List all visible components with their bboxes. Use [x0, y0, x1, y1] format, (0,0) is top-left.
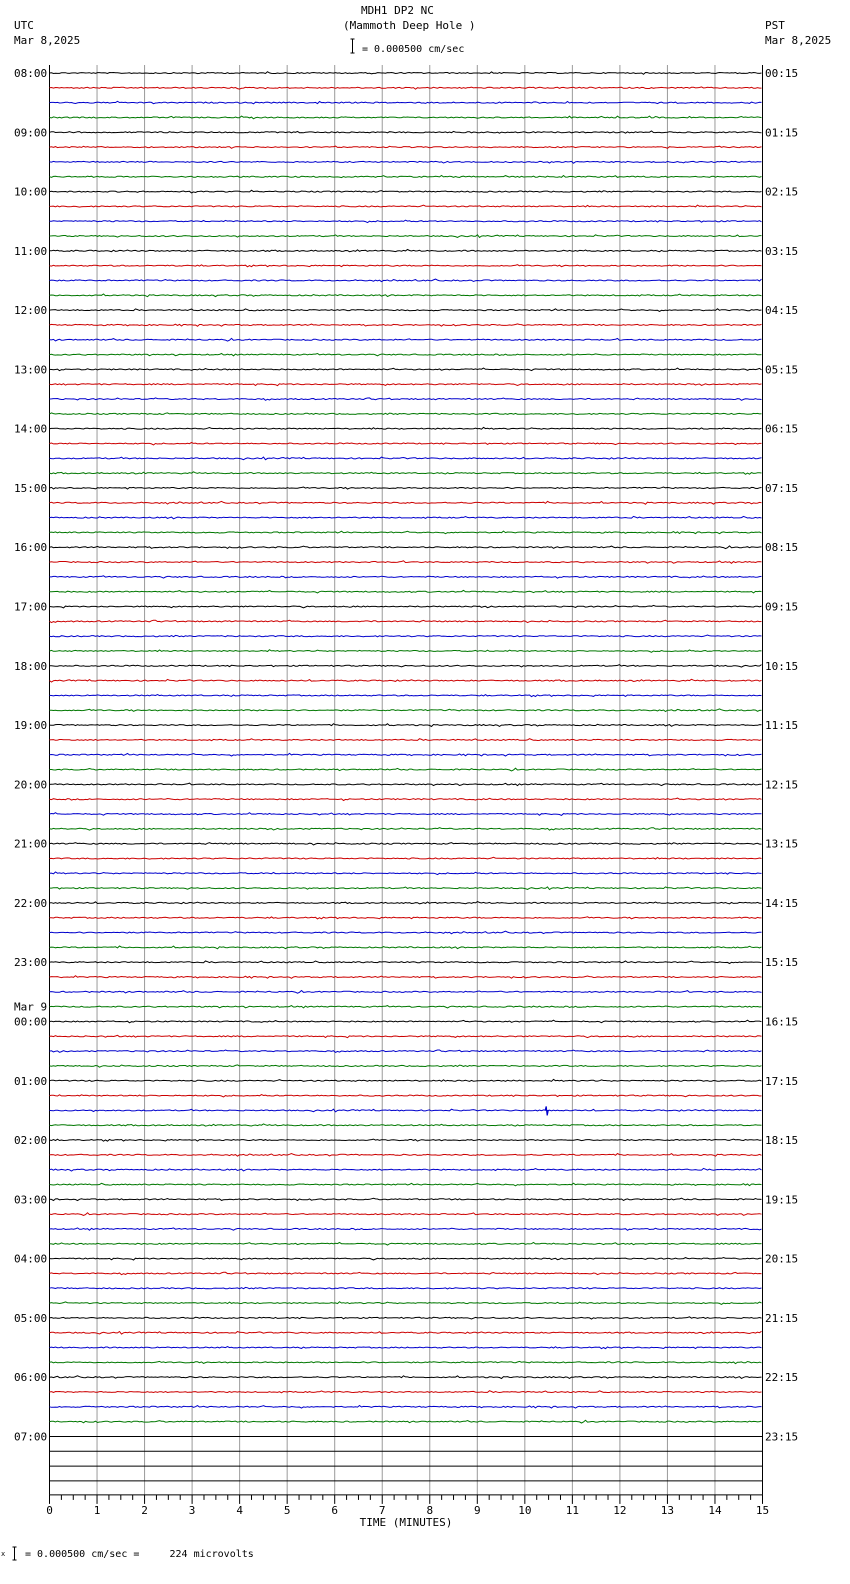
left-hour-label: 10:00 — [14, 185, 48, 199]
left-hour-label: 01:00 — [14, 1074, 48, 1088]
left-hour-label: 20:00 — [14, 778, 48, 792]
seismic-trace — [50, 976, 762, 979]
seismic-trace — [50, 1198, 762, 1200]
seismic-trace — [50, 1243, 762, 1246]
seismic-trace — [50, 338, 762, 341]
right-hour-label: 07:15 — [765, 481, 799, 495]
seismic-trace — [50, 354, 762, 356]
seismic-trace — [50, 679, 762, 682]
seismic-trace — [50, 1006, 762, 1008]
seismic-trace — [50, 917, 762, 919]
x-tick-label: 3 — [188, 1503, 196, 1517]
seismic-trace — [50, 902, 762, 904]
seismic-trace — [50, 176, 762, 178]
seismic-trace — [50, 1035, 762, 1037]
seismic-trace — [50, 798, 762, 800]
seismic-trace — [50, 857, 762, 859]
seismic-trace — [50, 561, 762, 564]
left-hour-label: 07:00 — [14, 1430, 48, 1444]
x-tick-label: 15 — [755, 1503, 770, 1517]
right-hour-label: 13:15 — [765, 837, 799, 851]
seismic-trace — [50, 457, 762, 460]
seismic-trace — [50, 1168, 762, 1171]
right-hour-label: 10:15 — [765, 659, 799, 673]
seismic-trace — [50, 1420, 762, 1423]
x-tick-label: 1 — [93, 1503, 101, 1517]
seismic-trace — [50, 1391, 762, 1393]
right-hour-label: 08:15 — [765, 541, 799, 555]
seismic-trace — [50, 1376, 762, 1379]
seismic-trace — [50, 546, 762, 549]
left-hour-label: 19:00 — [14, 719, 48, 733]
seismic-trace — [50, 472, 762, 475]
left-hour-label: 08:00 — [14, 67, 48, 80]
seismic-trace — [50, 250, 762, 252]
seismic-trace — [50, 783, 762, 786]
seismic-trace — [50, 265, 762, 267]
seismic-trace — [50, 1154, 762, 1157]
seismic-trace — [50, 427, 762, 429]
x-tick-label: 4 — [236, 1503, 243, 1517]
seismic-trace — [50, 1109, 762, 1112]
left-hour-label: 12:00 — [14, 304, 48, 318]
x-tick-label: 13 — [660, 1503, 675, 1517]
seismic-trace — [50, 1272, 762, 1274]
x-tick-label: 0 — [46, 1503, 53, 1517]
seismic-trace — [50, 1406, 762, 1409]
seismic-trace — [50, 487, 762, 489]
right-hour-label: 18:15 — [765, 1134, 799, 1148]
seismic-trace — [50, 872, 762, 875]
left-date-label: Mar 9 — [14, 1000, 48, 1014]
right-hour-label: 21:15 — [765, 1311, 799, 1325]
seismic-trace — [50, 1020, 762, 1023]
left-hour-label: 14:00 — [14, 422, 48, 436]
seismic-trace — [50, 576, 762, 578]
seismic-trace — [50, 116, 762, 119]
x-tick-label: 7 — [378, 1503, 386, 1517]
left-hour-label: 02:00 — [14, 1134, 48, 1148]
left-hour-label: 11:00 — [14, 244, 48, 258]
seismic-trace — [50, 1302, 762, 1305]
right-hour-label: 04:15 — [765, 304, 799, 318]
seismic-trace — [50, 620, 762, 622]
right-hour-label: 12:15 — [765, 778, 799, 792]
scale-legend: = 0.000500 cm/sec — [362, 44, 465, 55]
left-hour-label: 16:00 — [14, 541, 48, 555]
station-title: MDH1 DP2 NC — [361, 4, 434, 17]
right-hour-label: 11:15 — [765, 719, 799, 733]
left-timezone: UTC — [14, 19, 34, 32]
seismic-trace — [50, 87, 762, 89]
seismic-trace — [50, 813, 762, 816]
x-tick-label: 6 — [331, 1503, 339, 1517]
right-hour-label: 16:15 — [765, 1015, 799, 1029]
x-tick-label: 11 — [565, 1503, 579, 1517]
seismic-trace — [50, 709, 762, 712]
left-hour-label: 03:00 — [14, 1193, 48, 1207]
seismic-trace — [50, 190, 762, 193]
seismic-trace — [50, 398, 762, 400]
right-date: Mar 8,2025 — [765, 34, 832, 47]
right-hour-label: 02:15 — [765, 185, 799, 199]
seismic-trace — [50, 946, 762, 949]
x-tick-label: 2 — [141, 1503, 148, 1517]
left-hour-label: 13:00 — [14, 363, 48, 377]
seismic-trace — [50, 605, 762, 608]
left-hour-label: 05:00 — [14, 1311, 48, 1325]
seismic-trace — [50, 205, 762, 207]
seismic-trace — [50, 1050, 762, 1052]
seismic-trace — [50, 72, 762, 75]
seismic-trace — [50, 146, 762, 148]
seismic-trace — [50, 516, 762, 518]
right-hour-label: 23:15 — [765, 1430, 799, 1444]
right-hour-label: 15:15 — [765, 956, 799, 970]
seismic-trace — [50, 235, 762, 238]
right-hour-label: 00:15 — [765, 67, 799, 80]
right-hour-label: 19:15 — [765, 1193, 799, 1207]
seismic-trace — [50, 650, 762, 653]
seismic-trace — [50, 961, 762, 964]
seismic-trace — [50, 1213, 762, 1216]
left-hour-label: 21:00 — [14, 837, 48, 851]
seismic-trace — [50, 531, 762, 534]
seismic-trace — [50, 1331, 762, 1334]
seismic-trace — [50, 724, 762, 727]
seismic-trace — [50, 1287, 762, 1289]
seismic-trace — [50, 1228, 762, 1230]
seismic-trace — [50, 665, 762, 668]
seismic-trace — [50, 739, 762, 741]
seismic-trace — [50, 887, 762, 890]
seismic-trace — [50, 309, 762, 312]
seismic-trace — [50, 368, 762, 371]
right-hour-label: 09:15 — [765, 600, 799, 614]
seismic-trace — [50, 501, 762, 504]
left-hour-label: 22:00 — [14, 896, 48, 910]
right-hour-label: 17:15 — [765, 1074, 799, 1088]
seismic-trace — [50, 695, 762, 697]
left-hour-label: 15:00 — [14, 481, 48, 495]
seismic-trace — [50, 991, 762, 994]
right-timezone: PST — [765, 19, 785, 32]
trace-group — [50, 72, 763, 1481]
x-tick-label: 10 — [518, 1503, 532, 1517]
seismic-trace — [50, 131, 762, 133]
right-hour-label: 03:15 — [765, 244, 799, 258]
seismic-trace — [50, 1139, 762, 1141]
event-spike — [545, 1106, 548, 1115]
seismic-trace — [50, 1258, 762, 1261]
right-hour-label: 01:15 — [765, 126, 799, 140]
seismic-trace — [50, 384, 762, 386]
x-tick-label: 8 — [426, 1503, 434, 1517]
right-hour-label: 20:15 — [765, 1252, 799, 1266]
minute-gridlines — [97, 65, 715, 1495]
seismic-trace — [50, 1317, 762, 1319]
left-hour-label: 23:00 — [14, 956, 48, 970]
left-hour-label: 09:00 — [14, 126, 48, 140]
seismic-trace — [50, 1124, 762, 1126]
seismic-trace — [50, 1361, 762, 1363]
seismic-trace — [50, 161, 762, 163]
seismic-trace — [50, 590, 762, 593]
seismic-trace — [50, 1347, 762, 1349]
seismic-trace — [50, 843, 762, 845]
left-hour-label: 00:00 — [14, 1015, 48, 1029]
seismic-trace — [50, 931, 762, 934]
seismic-trace — [50, 768, 762, 771]
seismic-trace — [50, 1095, 762, 1097]
left-hour-label: 06:00 — [14, 1371, 48, 1385]
footer-scale-bar-icon — [13, 1547, 17, 1560]
seismic-trace — [50, 279, 762, 282]
seismic-trace — [50, 324, 762, 326]
seismic-trace — [50, 1065, 762, 1067]
x-axis-ticks — [50, 1495, 763, 1504]
seismic-trace — [50, 828, 762, 830]
right-hour-label: 14:15 — [765, 896, 799, 910]
seismic-trace — [50, 220, 762, 222]
seismic-trace — [50, 443, 762, 445]
footer-scale-legend: = 0.000500 cm/sec = 224 microvolts — [25, 1549, 254, 1560]
seismic-trace — [50, 635, 762, 637]
seismic-trace — [50, 294, 762, 297]
x-tick-label: 9 — [473, 1503, 481, 1517]
left-date: Mar 8,2025 — [14, 34, 81, 47]
left-hour-label: 18:00 — [14, 659, 48, 673]
x-tick-label: 12 — [613, 1503, 627, 1517]
seismic-trace — [50, 1183, 762, 1186]
location-title: (Mammoth Deep Hole ) — [343, 19, 476, 32]
x-axis-label: TIME (MINUTES) — [359, 1515, 453, 1529]
right-hour-label: 06:15 — [765, 422, 799, 436]
seismic-trace — [50, 1079, 762, 1081]
scale-bar-icon — [351, 39, 355, 53]
x-tick-label: 14 — [708, 1503, 722, 1517]
seismic-trace — [50, 101, 762, 104]
right-hour-label: 22:15 — [765, 1371, 799, 1385]
x-tick-label: 5 — [283, 1503, 291, 1517]
right-hour-label: 05:15 — [765, 363, 799, 377]
left-hour-label: 04:00 — [14, 1252, 48, 1266]
seismic-trace — [50, 413, 762, 415]
left-hour-label: 17:00 — [14, 600, 48, 614]
seismic-trace — [50, 753, 762, 756]
footer-corner-mark: x — [1, 1550, 6, 1558]
